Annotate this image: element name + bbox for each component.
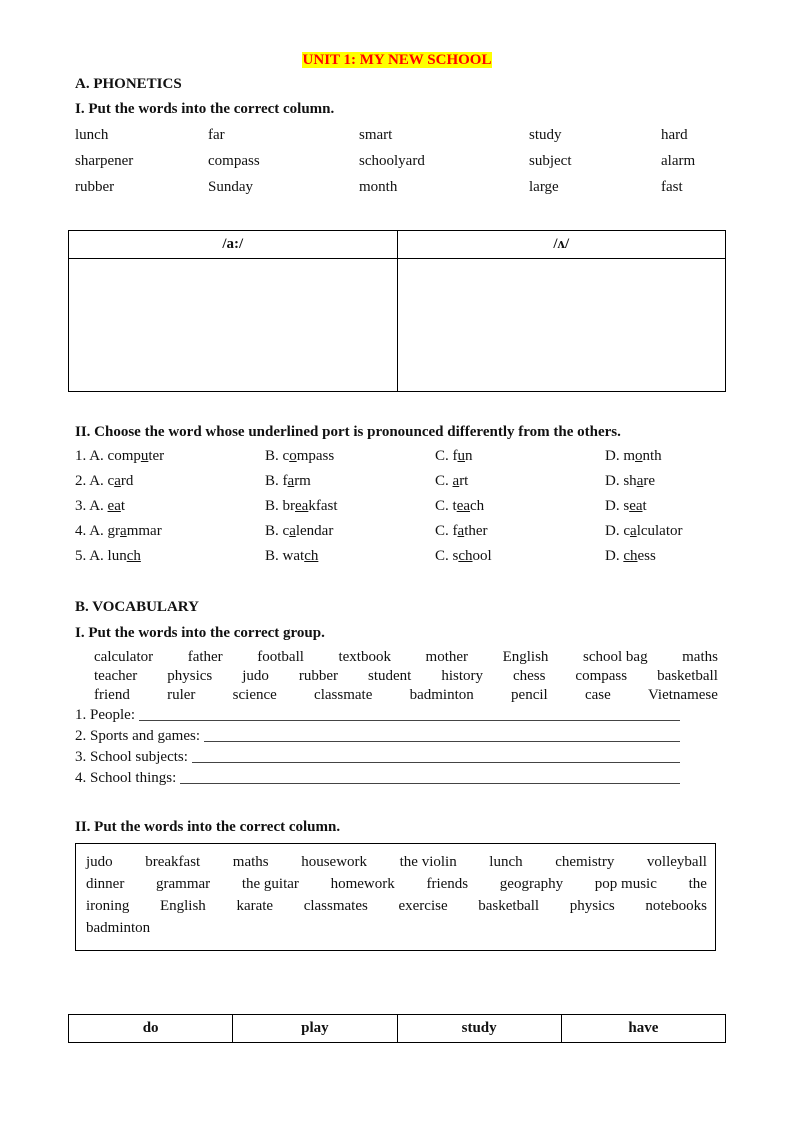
vocab-word: maths [682, 649, 718, 665]
option-letter: C. [435, 498, 449, 514]
vocab-word: teacher [94, 668, 138, 684]
answer-option[interactable] [605, 497, 647, 515]
sound-answer-cell-uh[interactable] [397, 259, 726, 392]
option-letter: D. [605, 498, 620, 514]
verb-word-box [75, 843, 716, 951]
vocab-word: case [584, 687, 611, 703]
answer-option[interactable] [75, 547, 141, 565]
vocab-word-line [94, 667, 718, 685]
option-letter: A. [89, 473, 104, 489]
option-letter: C. [435, 548, 449, 564]
phonetics-word: fast [661, 179, 683, 195]
option-underlined-part: a [120, 523, 127, 539]
sound-answer-cell-a[interactable] [69, 259, 398, 392]
word-box-word: physics [569, 898, 615, 914]
option-underlined-part: o [289, 448, 297, 464]
answer-option[interactable] [75, 497, 125, 515]
option-letter: D. [605, 448, 620, 464]
option-word-suffix: ool [472, 548, 492, 564]
word-box-word: maths [232, 854, 269, 870]
word-box-line [86, 897, 707, 915]
answer-option[interactable] [435, 547, 492, 565]
option-underlined-part: a [457, 523, 465, 539]
vocab-word: history [441, 668, 483, 684]
option-underlined-part: a [289, 523, 296, 539]
option-letter: C. [435, 523, 449, 539]
group-answer-line[interactable] [204, 727, 680, 742]
option-letter: B. [265, 548, 279, 564]
word-box-word: ironing [86, 898, 130, 914]
word-box-word: judo [86, 854, 113, 870]
ex1-instruction: I. Put the words into the correct column. [75, 101, 335, 117]
option-word-prefix: f [452, 448, 458, 464]
word-box-word: dinner [86, 876, 125, 892]
option-word-prefix: c [282, 448, 290, 464]
answer-option[interactable] [265, 547, 318, 565]
verb-column-play: play [233, 1015, 397, 1043]
word-box-word: geography [499, 876, 564, 892]
phonetics-word: month [359, 179, 398, 195]
option-underlined-part: u [140, 448, 149, 464]
option-letter: B. [265, 448, 279, 464]
question-number: 2. [75, 473, 87, 489]
sound-column-uh: /ʌ/ [397, 231, 726, 259]
option-word-prefix: c [623, 523, 631, 539]
option-word-suffix: lculator [636, 523, 683, 539]
option-word-prefix: f [282, 473, 288, 489]
answer-option[interactable] [605, 522, 683, 540]
group-answer-line[interactable] [180, 769, 680, 784]
verb-column-study: study [397, 1015, 561, 1043]
option-letter: A. [89, 498, 104, 514]
option-word-suffix: nth [642, 448, 662, 464]
phonetics-word: rubber [75, 179, 115, 195]
option-word-prefix: wat [282, 548, 305, 564]
option-letter: D. [605, 473, 620, 489]
vocab-word: judo [242, 668, 269, 684]
vocab-word: pencil [511, 687, 548, 703]
option-underlined-part: u [457, 448, 466, 464]
vocab-word: Vietnamese [648, 687, 718, 703]
vocab-word: school bag [583, 649, 648, 665]
option-word-suffix: ess [637, 548, 656, 564]
phonetics-word: sharpener [75, 153, 134, 169]
sound-column-a: /a:/ [69, 231, 398, 259]
group-fill-row [75, 769, 680, 787]
option-word-suffix: re [643, 473, 656, 489]
word-box-word: grammar [156, 876, 211, 892]
section-vocabulary-heading: B. VOCABULARY [75, 599, 199, 615]
option-word-suffix: kfast [308, 498, 338, 514]
word-box-word: lunch [489, 854, 523, 870]
option-letter: D. [605, 548, 620, 564]
vocab-word: classmate [314, 687, 373, 703]
vocab-word-line [94, 686, 718, 704]
vocab-word: football [257, 649, 304, 665]
option-word-prefix: m [623, 448, 636, 464]
phonetics-word: study [529, 127, 562, 143]
verb-column-table [68, 1014, 726, 1043]
group-answer-line[interactable] [192, 748, 680, 763]
option-letter: C. [435, 473, 449, 489]
option-underlined-part: a [287, 473, 295, 489]
word-box-word: breakfast [145, 854, 201, 870]
option-word-prefix: s [623, 498, 630, 514]
option-underlined-part: ch [623, 548, 638, 564]
option-letter: B. [265, 523, 279, 539]
option-word-prefix: s [452, 548, 459, 564]
vocab-word: calculator [94, 649, 154, 665]
option-underlined-part: ch [304, 548, 319, 564]
option-underlined-part: o [635, 448, 643, 464]
word-box-word: homework [330, 876, 395, 892]
word-box-word: friends [426, 876, 469, 892]
vocab-word: physics [167, 668, 213, 684]
group-label: 2. Sports and games: [75, 728, 200, 744]
vocab-word: English [502, 649, 549, 665]
word-box-word: chemistry [555, 854, 615, 870]
question-number: 4. [75, 523, 87, 539]
option-underlined-part: a [636, 473, 644, 489]
word-box-word: basketball [478, 898, 540, 914]
option-letter: A. [89, 523, 104, 539]
option-underlined-part: a [452, 473, 460, 489]
group-label: 3. School subjects: [75, 749, 188, 765]
phonetics-word: lunch [75, 127, 109, 143]
answer-option[interactable] [75, 522, 162, 540]
option-letter: A. [89, 548, 104, 564]
answer-option[interactable] [75, 472, 133, 490]
option-word-suffix: n [465, 448, 473, 464]
answer-option[interactable] [265, 522, 333, 540]
phonetics-word: hard [661, 127, 688, 143]
answer-option[interactable] [435, 497, 484, 515]
word-box-line [86, 875, 707, 893]
word-box-word: notebooks [645, 898, 707, 914]
answer-option[interactable] [435, 472, 468, 490]
group-answer-line[interactable] [139, 706, 680, 721]
option-word-suffix: ther [464, 523, 488, 539]
option-word-suffix: ch [470, 498, 485, 514]
vocab-word: chess [512, 668, 546, 684]
answer-option[interactable] [605, 472, 655, 490]
option-underlined-part: ea [295, 498, 309, 514]
section-phonetics-heading: A. PHONETICS [75, 76, 182, 92]
phonetics-word: alarm [661, 153, 696, 169]
phonetics-word: smart [359, 127, 393, 143]
answer-option[interactable] [435, 447, 473, 465]
option-word-suffix: t [120, 498, 126, 514]
option-word-prefix: sh [623, 473, 637, 489]
word-box-word: exercise [398, 898, 448, 914]
answer-option[interactable] [605, 447, 662, 465]
answer-option[interactable] [75, 447, 164, 465]
option-underlined-part: a [114, 473, 121, 489]
word-box-word: karate [236, 898, 274, 914]
vocab-word: science [232, 687, 277, 703]
option-word-suffix: t [642, 498, 647, 514]
answer-option[interactable] [435, 522, 488, 540]
option-word-prefix: t [452, 498, 457, 514]
group-fill-row [75, 706, 680, 724]
vocab-word: rubber [298, 668, 339, 684]
page-title: UNIT 1: MY NEW SCHOOL [302, 52, 492, 68]
option-underlined-part: ea [107, 498, 121, 514]
option-underlined-part: ch [458, 548, 473, 564]
option-underlined-part: ea [456, 498, 471, 514]
option-word-prefix: c [282, 523, 290, 539]
answer-option[interactable] [265, 472, 311, 490]
vocab-word: basketball [657, 668, 718, 684]
phonetics-word: far [208, 127, 225, 143]
option-word-suffix: rd [120, 473, 134, 489]
option-word-suffix: ter [148, 448, 165, 464]
vocab-ex2-instruction: II. Put the words into the correct column. [75, 819, 341, 835]
word-box-line [86, 919, 707, 937]
group-label: 1. People: [75, 707, 135, 723]
option-letter: B. [265, 498, 279, 514]
word-box-word: classmates [303, 898, 368, 914]
option-underlined-part: a [630, 523, 637, 539]
phonetics-word: Sunday [208, 179, 253, 195]
vocab-word: ruler [167, 687, 196, 703]
option-letter: D. [605, 523, 620, 539]
vocab-word: compass [575, 668, 628, 684]
vocab-word: friend [94, 687, 130, 703]
option-word-prefix: comp [107, 448, 141, 464]
option-word-prefix: gr [107, 523, 121, 539]
word-box-word: the violin [399, 854, 457, 870]
option-letter: A. [89, 448, 104, 464]
vocab-word: badminton [409, 687, 474, 703]
word-box-word: housework [301, 854, 368, 870]
word-box-word: pop music [594, 876, 657, 892]
group-fill-row [75, 727, 680, 745]
option-word-prefix: br [282, 498, 296, 514]
vocab-word: mother [425, 649, 469, 665]
option-letter: B. [265, 473, 279, 489]
answer-option[interactable] [265, 447, 334, 465]
answer-option[interactable] [605, 547, 656, 565]
group-fill-row [75, 748, 680, 766]
option-letter: C. [435, 448, 449, 464]
option-underlined-part: ea [629, 498, 643, 514]
word-box-word: badminton [86, 920, 151, 936]
option-word-suffix: mpass [296, 448, 335, 464]
option-word-suffix: mmar [126, 523, 162, 539]
ex2-instruction: II. Choose the word whose underlined port is pronounced differently from the others. [75, 424, 621, 440]
vocab-word: textbook [338, 649, 391, 665]
option-underlined-part: ch [126, 548, 141, 564]
verb-column-do: do [69, 1015, 233, 1043]
word-box-word: the guitar [241, 876, 299, 892]
vocab-word-line [94, 648, 718, 666]
phonetics-word: schoolyard [359, 153, 425, 169]
group-label: 4. School things: [75, 770, 177, 786]
option-word-suffix: lendar [295, 523, 334, 539]
word-box-line [86, 853, 707, 871]
question-number: 1. [75, 448, 87, 464]
option-word-suffix: rm [294, 473, 311, 489]
sound-table [68, 230, 726, 392]
vocab-ex1-instruction: I. Put the words into the correct group. [75, 625, 325, 641]
word-box-word: the [688, 876, 707, 892]
phonetics-word: compass [208, 153, 260, 169]
option-word-prefix: lun [107, 548, 127, 564]
verb-column-have: have [561, 1015, 725, 1043]
answer-option[interactable] [265, 497, 338, 515]
option-word-prefix: f [452, 523, 458, 539]
vocab-word: father [187, 649, 223, 665]
word-box-word: volleyball [646, 854, 707, 870]
phonetics-word: subject [529, 153, 572, 169]
question-number: 3. [75, 498, 87, 514]
question-number: 5. [75, 548, 87, 564]
word-box-word: English [159, 898, 206, 914]
phonetics-word: large [529, 179, 559, 195]
option-word-suffix: rt [459, 473, 469, 489]
option-word-prefix: c [107, 473, 115, 489]
vocab-word: student [368, 668, 412, 684]
